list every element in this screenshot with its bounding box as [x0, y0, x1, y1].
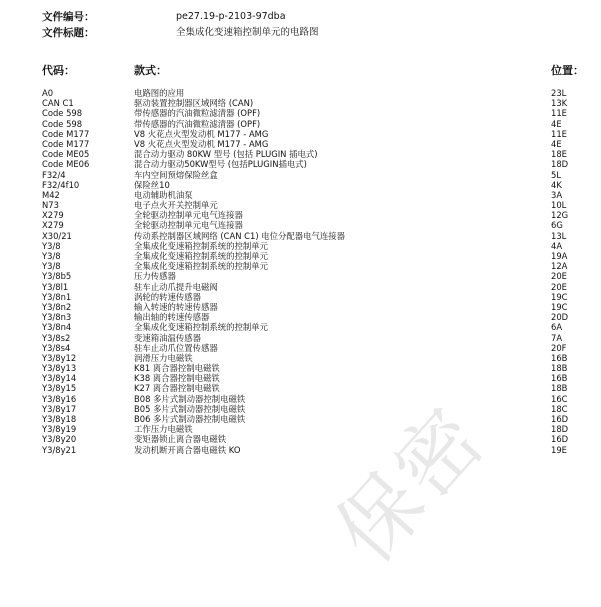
row-code: Y3/8y17: [42, 403, 77, 414]
row-position: 11E: [551, 128, 567, 139]
row-code: A0: [42, 88, 54, 98]
row-position: 18D: [551, 159, 569, 170]
row-model: 带传感器的汽油微粒滤清器 (OPF): [134, 118, 261, 129]
row-code: Y3/8y12: [42, 352, 77, 363]
row-model: 传动系控制器区域网络 (CAN C1) 电位分配器电气连接器: [134, 230, 346, 241]
row-position: 19A: [551, 251, 568, 261]
table-row: [0, 220, 601, 230]
row-model: 全集成化变速箱控制系统的控制单元: [134, 240, 268, 251]
row-position: 12A: [551, 261, 568, 272]
row-code: Y3/8y19: [42, 424, 77, 435]
row-code: X30/21: [42, 230, 72, 241]
row-code: Y3/8n3: [42, 312, 72, 323]
row-position: 16C: [551, 393, 568, 404]
table-row: [0, 445, 601, 455]
column-header-code: 代码：: [42, 64, 75, 77]
table-row: [0, 261, 601, 271]
row-code: Y3/8y14: [42, 373, 77, 384]
row-code: X279: [42, 210, 64, 221]
row-model: 全集成化变速箱控制系统的控制单元: [134, 261, 268, 272]
row-model: 输入转速的转速传感器: [134, 301, 218, 312]
row-code: Y3/8y16: [42, 393, 77, 404]
row-position: 19C: [551, 291, 568, 302]
table-row: [0, 180, 601, 190]
row-position: 18E: [551, 149, 567, 160]
row-position: 4E: [551, 118, 562, 129]
row-model: 带传感器的汽油微粒滤清器 (OPF): [134, 108, 261, 119]
table-row: [0, 88, 601, 98]
table-row: [0, 414, 601, 424]
table-row: [0, 363, 601, 373]
row-model: 电路图的应用: [134, 88, 185, 98]
doc-title-label: 文件标题：: [42, 27, 95, 39]
row-position: 20E: [551, 271, 567, 282]
table-row: [0, 159, 601, 169]
row-model: 润滑压力电磁铁: [134, 352, 193, 363]
table-row: [0, 251, 601, 261]
row-model: 涡轮的转速传感器: [134, 291, 201, 302]
row-model: B08 多片式制动器控制电磁铁: [134, 393, 246, 404]
row-model: 全轮驱动控制单元电气连接器: [134, 220, 243, 231]
row-code: F32/4f10: [42, 179, 80, 190]
row-position: 6G: [551, 220, 563, 231]
row-position: 18D: [551, 424, 569, 435]
row-model: B05 多片式制动器控制电磁铁: [134, 403, 246, 414]
row-position: 13K: [551, 98, 568, 109]
row-model: 混合动力驱动 80KW 型号 (包括 PLUGIN 插电式): [134, 149, 318, 160]
row-model: 驻车止动爪位置传感器: [134, 342, 218, 353]
table-row: [0, 210, 601, 220]
row-code: Y3/8b5: [42, 271, 72, 282]
row-position: 4E: [551, 138, 562, 149]
table-row: [0, 108, 601, 118]
table-row: [0, 190, 601, 200]
table-row: [0, 353, 601, 363]
doc-number-value: pe27.19-p-2103-97dba: [176, 11, 286, 22]
row-position: 16B: [551, 373, 568, 384]
table-row: [0, 383, 601, 393]
row-position: 18B: [551, 383, 568, 394]
legend-table: [0, 88, 601, 455]
row-model: 驱动装置控制器区域网络 (CAN): [134, 98, 254, 109]
row-code: Y3/8y13: [42, 363, 77, 374]
row-model: B06 多片式制动器控制电磁铁: [134, 414, 246, 424]
row-position: 16D: [551, 434, 569, 445]
row-position: 4K: [551, 179, 562, 190]
row-model: 变速箱油温传感器: [134, 332, 201, 343]
table-row: [0, 333, 601, 343]
row-code: Y3/8l1: [42, 281, 69, 292]
row-code: N73: [42, 200, 59, 211]
column-header-position: 位置：: [551, 64, 584, 77]
row-code: Code M177: [42, 138, 90, 149]
row-code: Y3/8y20: [42, 434, 77, 445]
row-position: 19C: [551, 301, 568, 312]
row-model: 电子点火开关控制单元: [134, 200, 218, 211]
row-code: Y3/8y15: [42, 383, 77, 394]
table-row: [0, 292, 601, 302]
row-model: 压力传感器: [134, 271, 176, 282]
row-position: 5L: [551, 169, 561, 180]
doc-number-label: 文件编号：: [42, 11, 95, 23]
table-row: [0, 373, 601, 383]
row-position: 4A: [551, 240, 563, 251]
table-row: [0, 394, 601, 404]
row-position: 16B: [551, 352, 568, 363]
row-position: 10L: [551, 200, 567, 211]
row-model: K38 离合器控制电磁铁: [134, 373, 220, 384]
row-position: 23L: [551, 88, 567, 98]
row-model: 变矩器锁止离合器电磁铁: [134, 434, 227, 445]
row-position: 7A: [551, 332, 563, 343]
row-code: Y3/8s4: [42, 342, 71, 353]
table-row: [0, 200, 601, 210]
row-position: 6A: [551, 322, 563, 333]
table-row: [0, 129, 601, 139]
table-row: [0, 322, 601, 332]
row-position: 18C: [551, 403, 568, 414]
table-row: [0, 434, 601, 444]
row-code: Y3/8n2: [42, 301, 72, 312]
row-code: Y3/8: [42, 261, 61, 272]
table-row: [0, 139, 601, 149]
row-code: CAN C1: [42, 98, 74, 109]
table-row: [0, 424, 601, 434]
row-model: 输出轴的转速传感器: [134, 312, 210, 323]
row-code: Code 598: [42, 118, 83, 129]
row-position: 20D: [551, 312, 569, 323]
row-code: Y3/8: [42, 251, 61, 261]
row-model: 保险丝10: [134, 179, 170, 190]
table-row: [0, 282, 601, 292]
row-model: 发动机断开离合器电磁铁 KO: [134, 444, 241, 455]
row-model: V8 火花点火型发动机 M177 - AMG: [134, 128, 269, 139]
row-position: 12G: [551, 210, 569, 221]
table-row: [0, 170, 601, 180]
row-position: 16D: [551, 414, 569, 424]
row-model: 混合动力驱动50KW型号 (包括PLUGIN插电式): [134, 159, 307, 170]
row-code: Code M177: [42, 128, 90, 139]
table-row: [0, 312, 601, 322]
row-code: Code ME05: [42, 149, 90, 160]
row-code: Y3/8n1: [42, 291, 72, 302]
row-model: 全集成化变速箱控制系统的控制单元: [134, 322, 268, 333]
row-code: M42: [42, 189, 60, 200]
row-model: 工作压力电磁铁: [134, 424, 193, 435]
row-model: 全集成化变速箱控制系统的控制单元: [134, 251, 268, 261]
row-code: Y3/8: [42, 240, 61, 251]
confidential-watermark: 保密: [318, 389, 505, 581]
doc-title-value: 全集成化变速箱控制单元的电路图: [176, 27, 319, 38]
row-code: Code ME06: [42, 159, 90, 170]
table-row: [0, 231, 601, 241]
table-row: [0, 404, 601, 414]
row-code: Y3/8y18: [42, 414, 77, 424]
table-row: [0, 119, 601, 129]
row-position: 3A: [551, 189, 563, 200]
row-position: 13L: [551, 230, 567, 241]
row-code: F32/4: [42, 169, 66, 180]
row-position: 19E: [551, 444, 567, 455]
row-position: 20F: [551, 342, 567, 353]
row-model: 车内空间预熔保险丝盒: [134, 169, 218, 180]
row-code: X279: [42, 220, 64, 231]
row-model: 全轮驱动控制单元电气连接器: [134, 210, 243, 221]
row-position: 18B: [551, 363, 568, 374]
row-code: Y3/8s2: [42, 332, 71, 343]
row-model: 驻车止动爪提升电磁阀: [134, 281, 218, 292]
row-position: 20E: [551, 281, 567, 292]
row-model: K81 离合器控制电磁铁: [134, 363, 220, 374]
row-code: Code 598: [42, 108, 83, 119]
table-row: [0, 302, 601, 312]
row-model: 电动辅助机油泵: [134, 189, 193, 200]
row-position: 11E: [551, 108, 567, 119]
row-model: K27 离合器控制电磁铁: [134, 383, 220, 394]
table-row: [0, 271, 601, 281]
row-model: V8 火花点火型发动机 M177 - AMG: [134, 138, 269, 149]
row-code: Y3/8n4: [42, 322, 72, 333]
row-code: Y3/8y21: [42, 444, 77, 455]
table-row: [0, 241, 601, 251]
column-header-model: 款式：: [134, 64, 167, 77]
table-row: [0, 98, 601, 108]
table-row: [0, 343, 601, 353]
table-row: [0, 149, 601, 159]
